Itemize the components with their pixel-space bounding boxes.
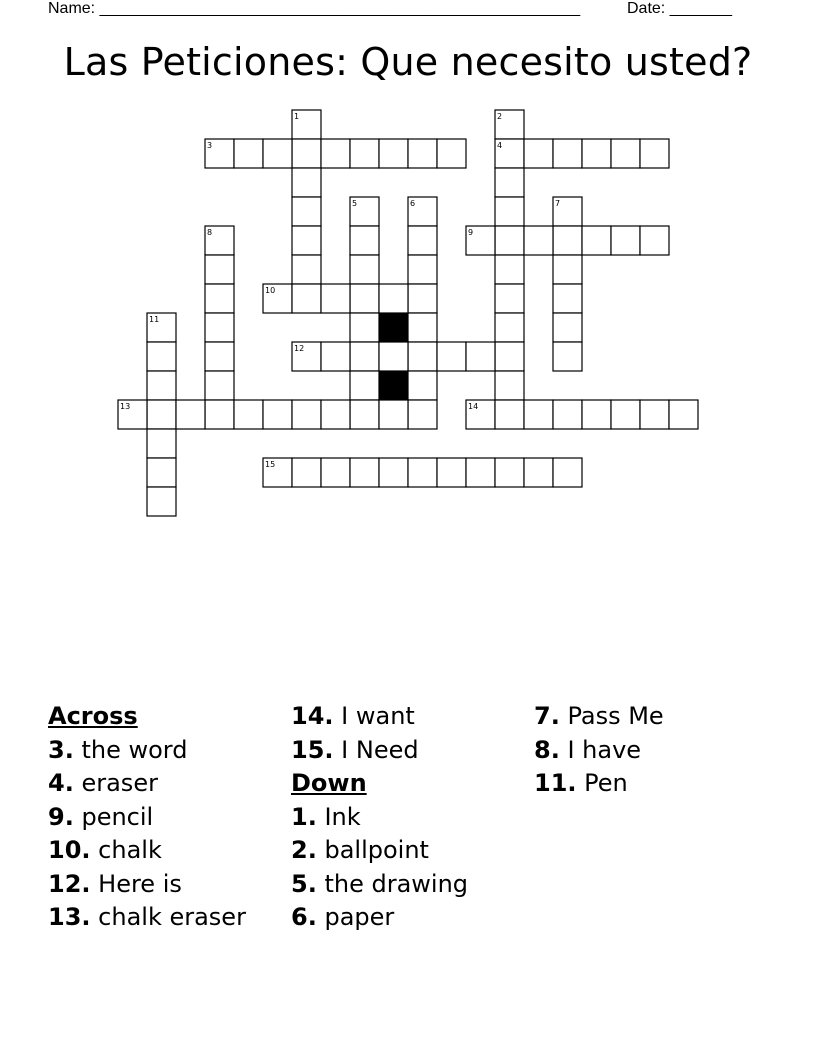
crossword-cell[interactable] <box>147 400 176 429</box>
crossword-cell[interactable] <box>640 226 669 255</box>
clue-text: Ink <box>324 802 361 831</box>
crossword-cell[interactable] <box>205 313 234 342</box>
crossword-cell[interactable] <box>582 139 611 168</box>
clue-column-3 <box>534 700 664 801</box>
crossword-cell[interactable] <box>205 400 234 429</box>
page-title: Las Peticiones: Que necesito usted? <box>63 40 753 84</box>
crossword-cell[interactable] <box>292 168 321 197</box>
clue-number: 3. <box>48 735 74 764</box>
cell-number: 2 <box>497 112 503 121</box>
crossword-cell[interactable] <box>524 139 553 168</box>
clue-number: 5. <box>291 869 317 898</box>
crossword-cell[interactable] <box>408 313 437 342</box>
crossword-cell[interactable] <box>147 371 176 400</box>
crossword-cell[interactable] <box>495 255 524 284</box>
clue-item <box>534 700 664 734</box>
cell-number: 7 <box>555 199 561 208</box>
cell-number: 3 <box>207 141 213 150</box>
clue-number: 4. <box>48 769 74 797</box>
crossword-cell[interactable] <box>292 197 321 226</box>
clue-number: 9. <box>48 802 74 831</box>
crossword-cell[interactable] <box>408 226 437 255</box>
crossword-cell[interactable] <box>495 371 524 400</box>
crossword-cell[interactable] <box>292 255 321 284</box>
clue-text: the drawing <box>324 869 469 898</box>
crossword-cell[interactable] <box>321 342 350 371</box>
clue-item <box>291 901 468 935</box>
crossword-cell[interactable] <box>263 139 292 168</box>
crossword-cell[interactable] <box>524 226 553 255</box>
clue-number: 2. <box>291 836 317 864</box>
clue-item <box>48 767 246 801</box>
cell-number: 10 <box>265 286 276 295</box>
crossword-cell[interactable] <box>205 284 234 313</box>
crossword-cell[interactable] <box>350 371 379 400</box>
clue-item <box>534 734 664 768</box>
crossword-cell[interactable] <box>350 342 379 371</box>
crossword-cell[interactable] <box>495 342 524 371</box>
clue-number: 10. <box>48 836 91 864</box>
clue-column-1 <box>48 700 246 935</box>
crossword-cell[interactable] <box>147 458 176 487</box>
crossword-cell[interactable] <box>234 400 263 429</box>
crossword-cell[interactable] <box>495 284 524 313</box>
crossword-cell[interactable] <box>147 429 176 458</box>
crossword-cell[interactable] <box>205 371 234 400</box>
cell-number: 13 <box>120 402 131 411</box>
date-line: Date: _______ <box>627 0 732 17</box>
crossword-cell[interactable] <box>408 284 437 313</box>
clue-text: I want <box>341 702 415 730</box>
crossword-cell[interactable] <box>408 139 437 168</box>
crossword-cell[interactable] <box>350 226 379 255</box>
crossword-cell[interactable] <box>611 139 640 168</box>
crossword-cell[interactable] <box>379 400 408 429</box>
clue-text: ballpoint <box>324 836 429 864</box>
crossword-cell[interactable] <box>292 226 321 255</box>
crossword-cell[interactable] <box>495 168 524 197</box>
crossword-cell[interactable] <box>582 226 611 255</box>
clue-text: eraser <box>81 769 158 797</box>
clue-item <box>48 901 246 935</box>
crossword-cell[interactable] <box>350 139 379 168</box>
clue-item <box>291 834 468 868</box>
crossword-cell[interactable] <box>205 342 234 371</box>
crossword-cell[interactable] <box>495 197 524 226</box>
crossword-cell[interactable] <box>640 139 669 168</box>
clue-number: 7. <box>534 702 560 730</box>
crossword-black-cell <box>379 371 408 400</box>
crossword-cell[interactable] <box>321 284 350 313</box>
cell-number: 6 <box>410 199 416 208</box>
clue-text: I have <box>567 735 642 764</box>
crossword-cell[interactable] <box>408 371 437 400</box>
cell-number: 11 <box>149 315 160 324</box>
crossword-cell[interactable] <box>350 313 379 342</box>
clue-number: 14. <box>291 702 334 730</box>
clue-item <box>48 734 246 768</box>
crossword-cell[interactable] <box>408 342 437 371</box>
crossword-black-cell <box>379 313 408 342</box>
clue-text: chalk <box>98 836 162 864</box>
crossword-cell[interactable] <box>495 400 524 429</box>
crossword-cell[interactable] <box>553 226 582 255</box>
crossword-cell[interactable] <box>437 139 466 168</box>
clue-number: 6. <box>291 903 317 931</box>
clue-text: Here is <box>98 869 182 898</box>
crossword-cell[interactable] <box>321 139 350 168</box>
crossword-cell[interactable] <box>611 226 640 255</box>
clue-number: 11. <box>534 769 577 797</box>
crossword-cell[interactable] <box>379 284 408 313</box>
crossword-cell[interactable] <box>147 487 176 516</box>
crossword-cell[interactable] <box>292 458 321 487</box>
clue-column-2 <box>291 700 468 935</box>
crossword-cell[interactable] <box>437 458 466 487</box>
crossword-cell[interactable] <box>408 255 437 284</box>
crossword-cell[interactable] <box>611 400 640 429</box>
crossword-cell[interactable] <box>147 342 176 371</box>
clue-number: 8. <box>534 735 560 764</box>
crossword-cell[interactable] <box>205 255 234 284</box>
crossword-cell[interactable] <box>379 139 408 168</box>
crossword-cell[interactable] <box>234 139 263 168</box>
crossword-cell[interactable] <box>321 400 350 429</box>
crossword-cell[interactable] <box>640 400 669 429</box>
crossword-cell[interactable] <box>669 400 698 429</box>
crossword-cell[interactable] <box>321 458 350 487</box>
crossword-cell[interactable] <box>495 313 524 342</box>
cell-number: 5 <box>352 199 358 208</box>
cell-number: 4 <box>497 141 503 150</box>
crossword-cell[interactable] <box>582 400 611 429</box>
crossword-cell[interactable] <box>553 458 582 487</box>
crossword-cell[interactable] <box>292 400 321 429</box>
clue-item <box>291 868 468 902</box>
clue-number: 12. <box>48 869 91 898</box>
clue-item <box>291 700 468 734</box>
crossword-cell[interactable] <box>379 342 408 371</box>
name-line: Name: ______________________________________________________ <box>48 0 581 17</box>
cell-number: 8 <box>207 228 213 237</box>
clue-number: 13. <box>48 903 91 931</box>
crossword-cell[interactable] <box>350 458 379 487</box>
crossword-cell[interactable] <box>379 458 408 487</box>
crossword-cell[interactable] <box>437 342 466 371</box>
cell-number: 9 <box>468 228 474 237</box>
crossword-cell[interactable] <box>553 284 582 313</box>
clue-item <box>48 834 246 868</box>
crossword-cell[interactable] <box>495 458 524 487</box>
crossword-cell[interactable] <box>263 400 292 429</box>
crossword-cell[interactable] <box>553 313 582 342</box>
crossword-cell[interactable] <box>408 458 437 487</box>
crossword-cell[interactable] <box>553 342 582 371</box>
crossword-cell[interactable] <box>466 342 495 371</box>
crossword-cell[interactable] <box>292 284 321 313</box>
clue-text: chalk eraser <box>98 903 246 931</box>
clue-item <box>48 801 246 835</box>
across-heading: Across <box>48 702 138 730</box>
clue-text: Pass Me <box>567 702 664 730</box>
cell-number: 1 <box>294 112 300 121</box>
clue-text: the word <box>81 735 188 764</box>
crossword-cell[interactable] <box>350 400 379 429</box>
crossword-cell[interactable] <box>292 139 321 168</box>
crossword-cell[interactable] <box>466 458 495 487</box>
crossword-cell[interactable] <box>176 400 205 429</box>
clue-item <box>291 734 468 768</box>
crossword-cell[interactable] <box>495 226 524 255</box>
clue-item <box>534 767 664 801</box>
clue-number: 1. <box>291 802 317 831</box>
cell-number: 15 <box>265 460 276 469</box>
crossword-cell[interactable] <box>524 458 553 487</box>
clue-text: I Need <box>341 735 419 764</box>
clue-item <box>291 801 468 835</box>
crossword-cell[interactable] <box>553 255 582 284</box>
crossword-cell[interactable] <box>553 139 582 168</box>
cell-number: 12 <box>294 344 305 353</box>
clue-text: Pen <box>584 769 628 797</box>
clue-item <box>48 868 246 902</box>
crossword-cell[interactable] <box>553 400 582 429</box>
crossword-cell[interactable] <box>350 255 379 284</box>
clue-text: paper <box>324 903 395 931</box>
crossword-cell[interactable] <box>524 400 553 429</box>
crossword-cell[interactable] <box>408 400 437 429</box>
crossword-cell[interactable] <box>350 284 379 313</box>
clue-text: pencil <box>81 802 154 831</box>
down-heading: Down <box>291 769 367 797</box>
cell-number: 14 <box>468 402 479 411</box>
clue-number: 15. <box>291 735 334 764</box>
